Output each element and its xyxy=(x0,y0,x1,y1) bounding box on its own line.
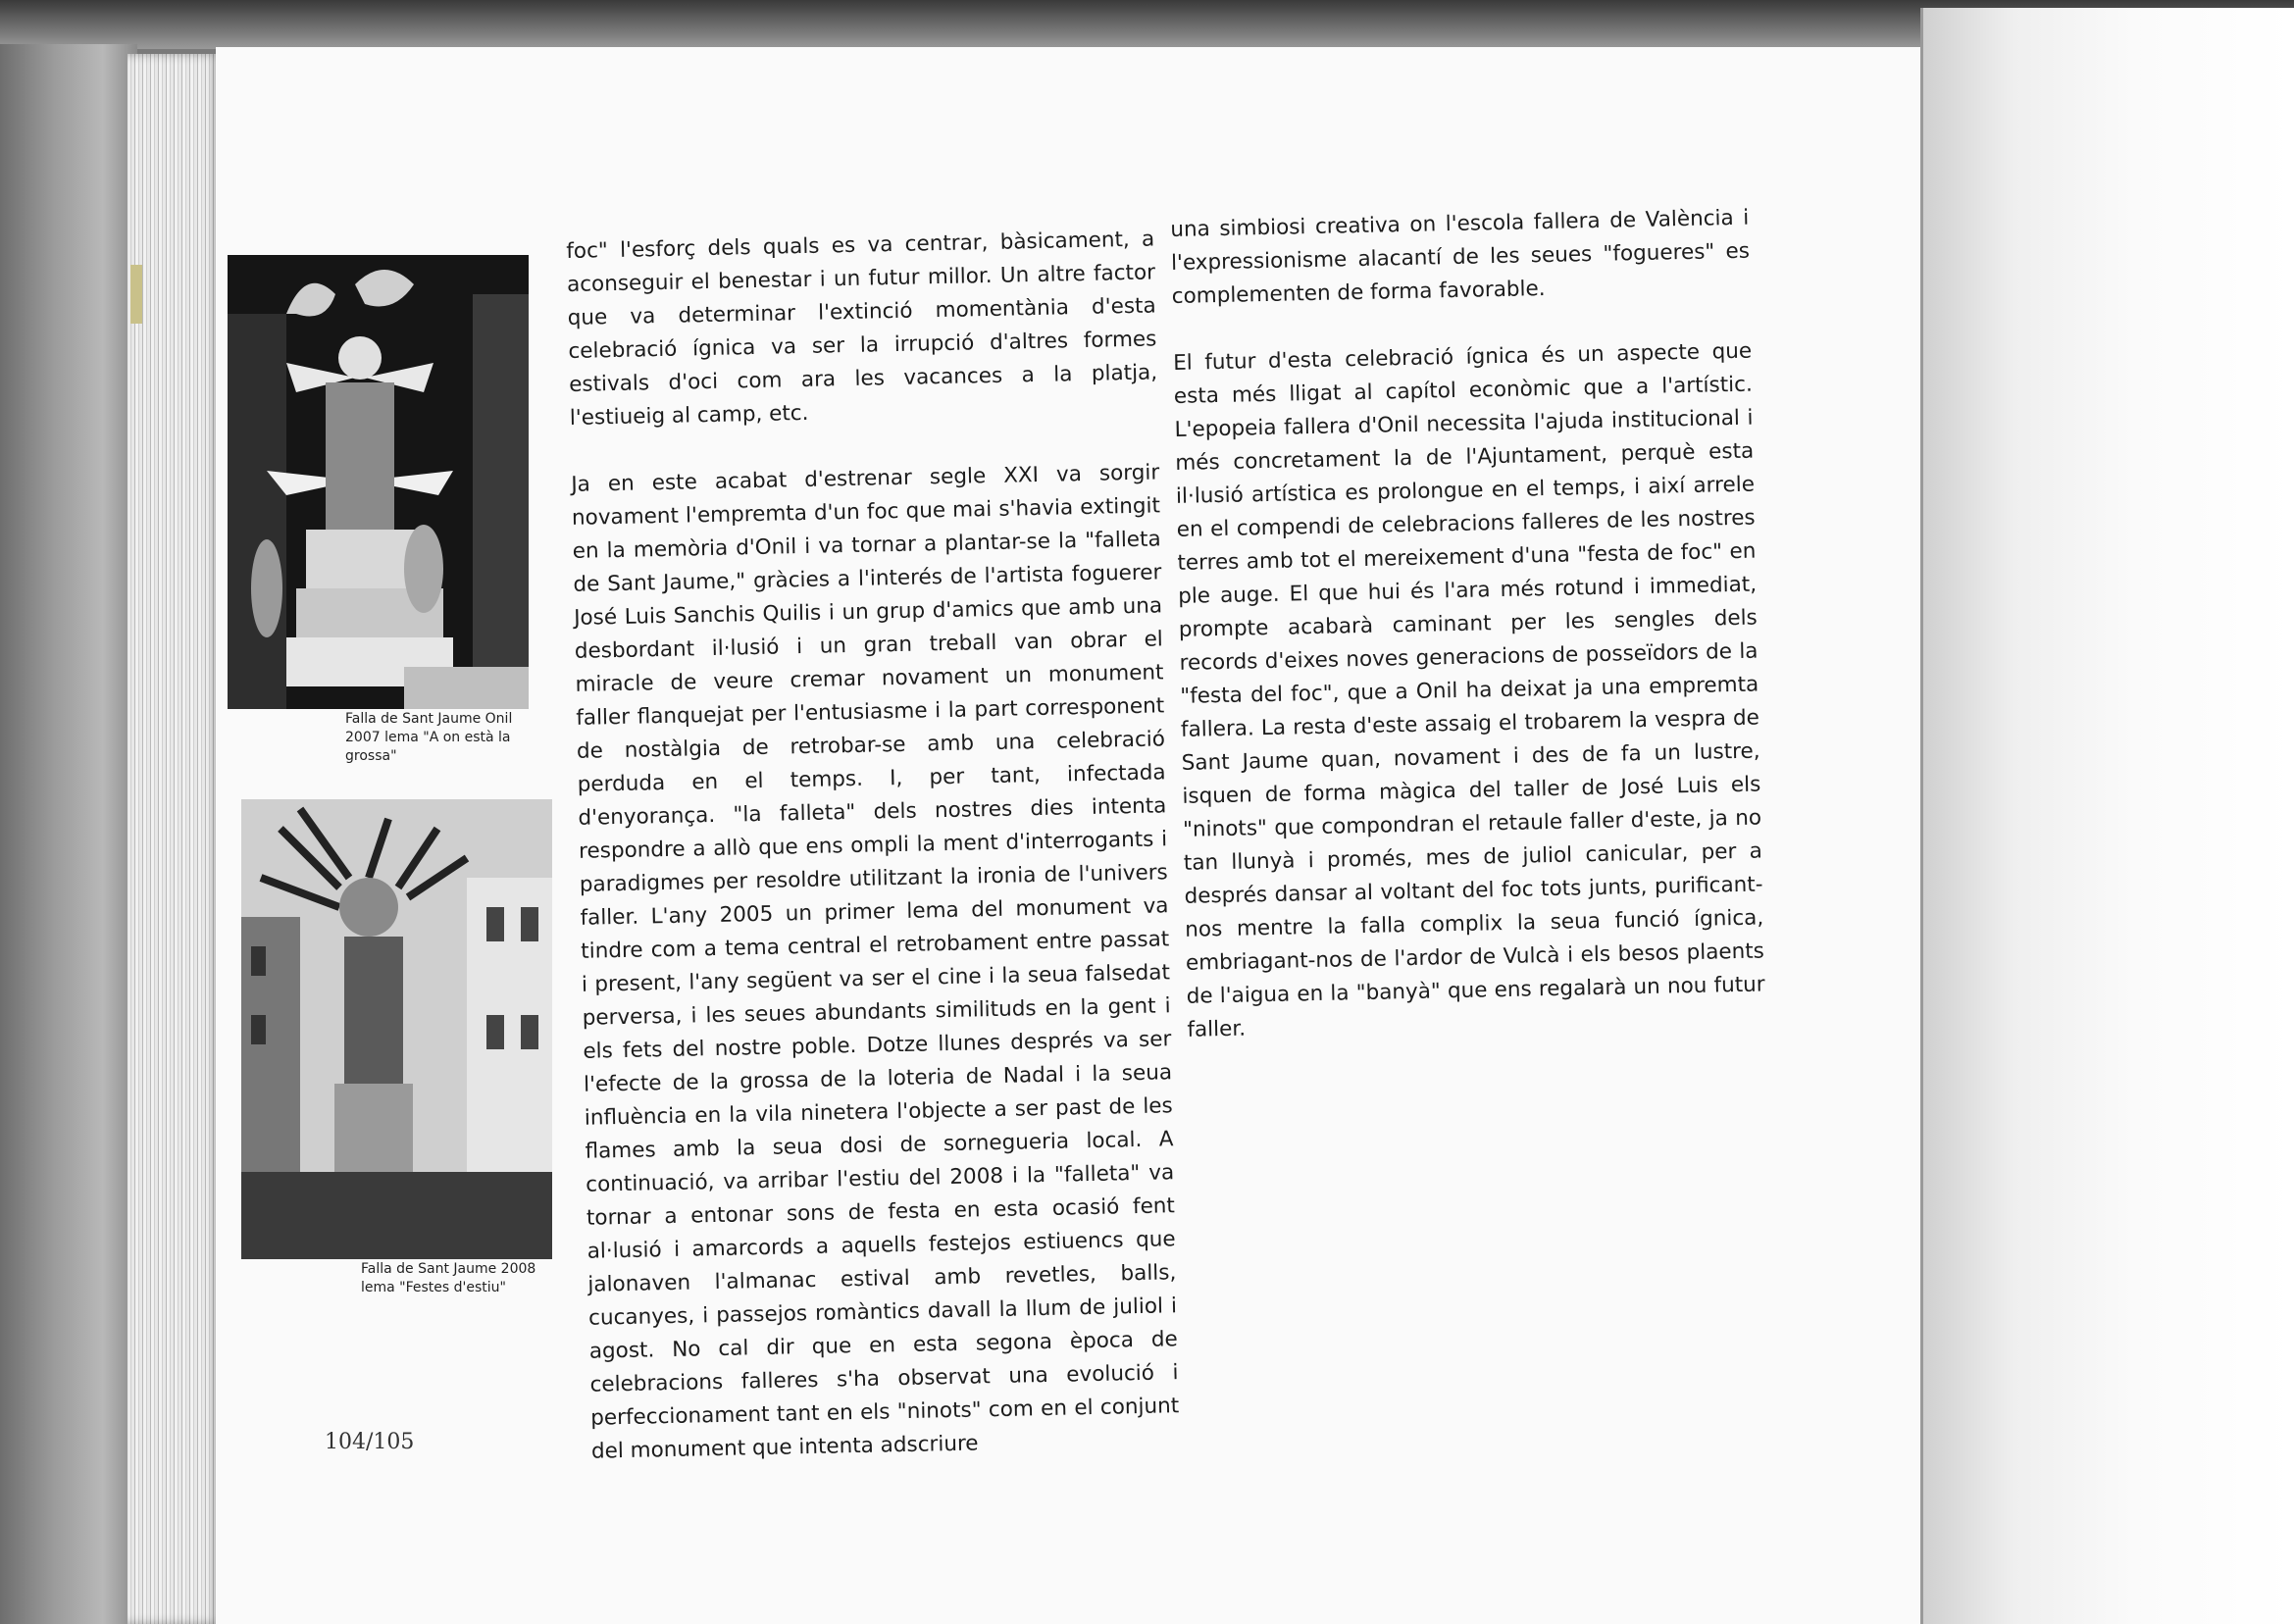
page-number: 104/105 xyxy=(325,1430,415,1454)
falla-2008-illustration xyxy=(241,799,552,1259)
book-cover-edge xyxy=(0,44,137,1624)
photo-falla-2008 xyxy=(241,799,552,1259)
paragraph: El futur d'esta celebració ígnica és un aspecte que esta més lligat al capítol econòmic que a l'artístic. L'epopeia fallera d'Onil necessita l'ajuda institucional i més concretament la de l'Ajuntament, perquè esta il·lusió artística es prolongue en el temps, i així arrele en el compendi de celebracions falleres de les nostres terres amb tot el mereixement d'una "festa de foc" en ple auge. El que hui és l'ara més rotund i immediat, prompte acabarà caminant per les sengles dels records d'eixes noves generacions de posseïdors de la "festa del foc", que a Onil ha deixat ja una empremta fallera. La resta d'este assaig el trobarem la vespra de Sant Jaume quan, novament i des de fa un lustre, isquen de forma màgica del taller de José Luis els "ninots" que compondran el retaule faller d'este, ja no tan llunyà i promés, mes de juliol canicular, per a després dansar al voltant del foc tots junts, purificant-nos mentre la falla complix la seua funció ígnica, embriagant-nos de l'ardor de Vulcà i els besos plaents de l'aigua en la "banyà" que ens regalarà un nou futur faller. xyxy=(1172,338,1765,1042)
falla-2007-illustration xyxy=(228,255,529,709)
text-column-left xyxy=(566,223,1181,1501)
bookmark-ribbon xyxy=(130,265,142,324)
text-column-right xyxy=(1170,202,1766,1081)
page-divider xyxy=(1920,8,1923,1624)
paragraph: foc" l'esforç dels quals es va centrar, bàsicament, a aconseguir el benestar i un futur millor. Un altre factor que va determinar l'extinció momentània d'esta celebració ígnica va ser la irrupció d'altres formes estivals d'oci com ara les vacances a la platja, l'estiueig al camp, etc. xyxy=(566,227,1158,431)
photo-falla-2007 xyxy=(228,255,529,709)
paragraph: una simbiosi creativa on l'escola fallera de València i l'expressionisme alacantí de les seues "fogueres" es complementen de forma favorable. xyxy=(1170,205,1751,309)
facing-page xyxy=(1920,8,2294,1624)
photo-caption: Falla de Sant Jaume 2008 lema "Festes d'estiu" xyxy=(361,1261,536,1295)
paragraph: Ja en este acabat d'estrenar segle XXI va sorgir novament l'empremta d'un foc que mai s'havia extingit en la memòria d'Onil i va tornar a plantar-se la "falleta de Sant Jaume," gràcies a l'interés de l'artista foguerer José Luis Sanchis Quilis i un grup d'amics que amb una desbordant il·lusió i un gran treball van obrar el miracle de veure cremar novament un monument faller flanquejat per l'entusiasme i la part corresponent de nostàlgia de retrobar-se amb una celebració perduda en el temps. I, per tant, infectada d'enyorança. "la falleta" dels nostres dies intenta respondre a allò que ens ompli la ment d'interrogants i paradigmes per resoldre utilitzant la ironia de l'univers faller. L'any 2005 un primer lema del monument va tindre com a tema central el retrobament entre passat i present, l'any següent va ser el cine i la seua falsedat perversa, i les seues abundants similituds en la gent i els fets del nostre poble. Dotze llunes després va ser l'efecte de la grossa de la loteria de Nadal i la seua influència en la vila ninetera l'objecte a ser past de les flames amb la seua dosi de sornegueria local. A continuació, va arribar l'estiu del 2008 i la "falleta" va tornar a entonar sons de festa en esta ocasió fent al·lusió i amarcords a aquells festejos estiuencs que jalonaven l'almanac estival amb revetles, balls, cucanyes, i passejos romàntics davall la llum de juliol i agost. No cal dir que en esta segona època de celebracions falleres s'ha observat una evolució i perfeccionament tant en els "ninots" com en el conjunt del monument que intenta adscriure xyxy=(571,460,1180,1464)
photo-caption: Falla de Sant Jaume Onil 2007 lema "A on està la grossa" xyxy=(345,711,513,764)
